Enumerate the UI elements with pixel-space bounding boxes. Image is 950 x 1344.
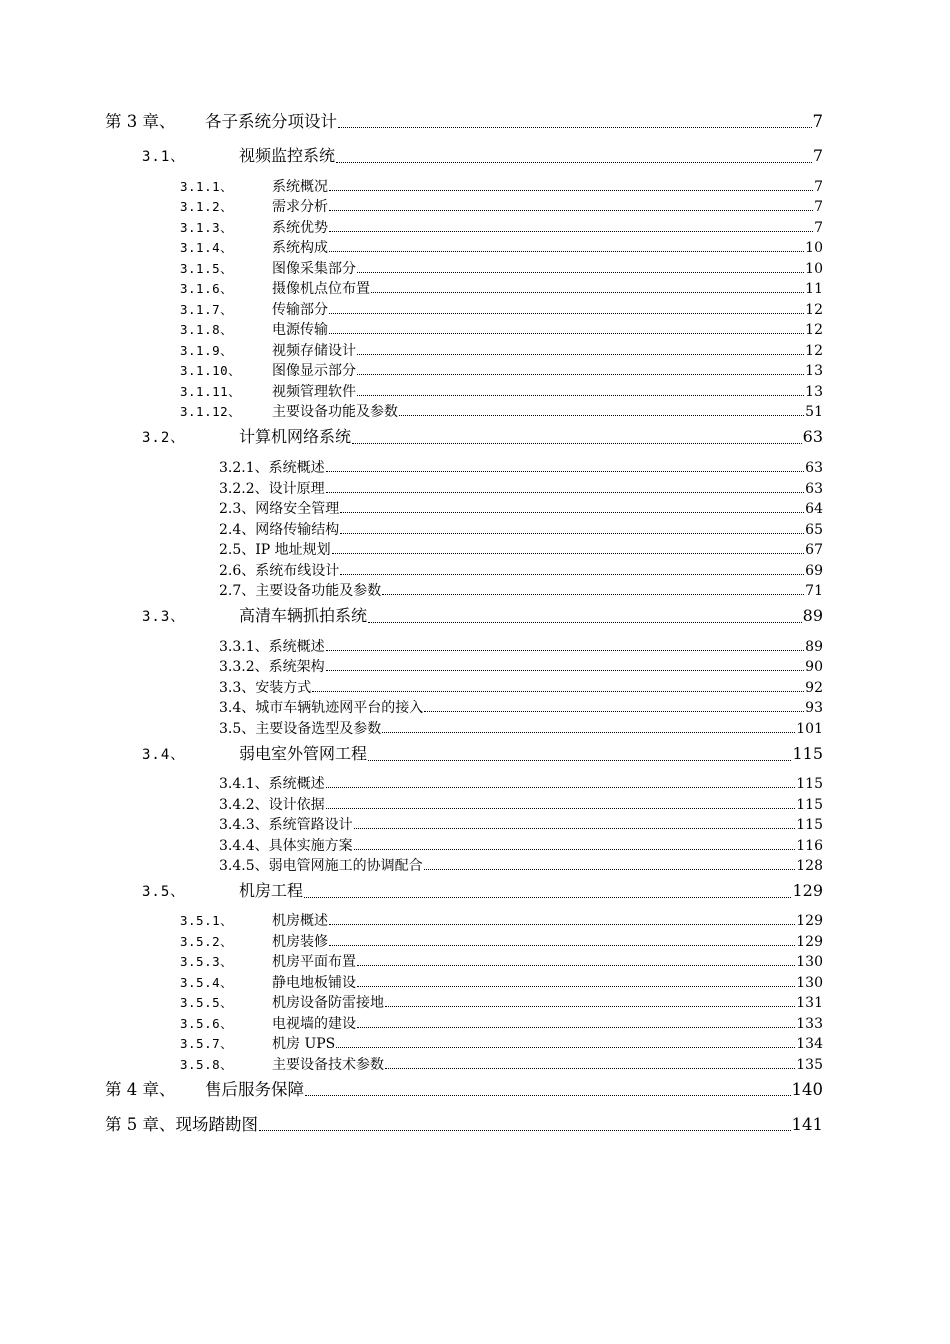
toc-entry-title: 高清车辆抓拍系统	[239, 606, 368, 625]
toc-entry-page-number: 129	[796, 934, 823, 950]
toc-entry[interactable]	[180, 381, 823, 400]
toc-leader-dots	[385, 992, 795, 1011]
toc-entry-title: 电源传输	[272, 322, 328, 338]
toc-leader-dots	[385, 1054, 795, 1073]
toc-entry-number: 3.5.7、	[180, 1036, 234, 1051]
toc-entry-title: 机房 UPS	[272, 1036, 336, 1052]
toc-entry[interactable]	[219, 560, 823, 579]
toc-entry-page-number: 129	[796, 913, 823, 929]
toc-entry-page-number: 131	[796, 995, 823, 1011]
toc-entry-title: 2.3、网络安全管理	[219, 501, 340, 517]
toc-leader-dots	[329, 237, 804, 256]
toc-entry-page-number: 90	[805, 659, 823, 675]
toc-entry-number: 3.5.3、	[180, 954, 234, 969]
toc-entry-page-number: 130	[796, 975, 823, 991]
toc-entry-page-number: 92	[805, 680, 823, 696]
toc-leader-dots	[329, 196, 813, 215]
toc-entry-page-number: 141	[791, 1115, 823, 1134]
toc-entry-number: 3.5.4、	[180, 975, 234, 990]
toc-entry-page-number: 129	[792, 881, 823, 900]
toc-entry-title: 2.5、IP 地址规划	[219, 542, 331, 558]
toc-entry-title: 3.4.4、具体实施方案	[219, 838, 353, 854]
toc-entry-page-number: 133	[796, 1016, 823, 1032]
toc-entry-number: 3.1.5、	[180, 261, 234, 276]
toc-entry-page-number: 64	[805, 501, 823, 517]
toc-leader-dots	[357, 340, 804, 359]
toc-leader-dots	[329, 319, 804, 338]
toc-entry-page-number: 10	[805, 261, 823, 277]
toc-entry-title: 机房设备防雷接地	[272, 995, 384, 1011]
toc-entry-number: 3.1.1、	[180, 179, 234, 194]
toc-entry-number: 3.1.10、	[180, 363, 242, 378]
toc-entry-title: 第 5 章、现场踏勘图	[105, 1115, 258, 1134]
toc-entry-page-number: 12	[805, 302, 823, 318]
toc-entry-number: 3.1.7、	[180, 302, 234, 317]
toc-entry[interactable]	[142, 603, 823, 627]
toc-leader-dots	[352, 424, 802, 448]
toc-entry-number: 3.1.6、	[180, 281, 234, 296]
toc-leader-dots	[305, 1076, 791, 1100]
toc-entry-page-number: 134	[796, 1036, 823, 1052]
toc-entry-title: 电视墙的建设	[272, 1016, 356, 1032]
toc-entry-page-number: 65	[805, 522, 823, 538]
toc-leader-dots	[332, 539, 805, 558]
toc-leader-dots	[329, 299, 804, 318]
toc-entry-number: 3.1.4、	[180, 240, 234, 255]
toc-leader-dots	[259, 1111, 791, 1135]
toc-entry[interactable]	[219, 539, 823, 558]
toc-entry-title: 3.2.1、系统概述	[219, 460, 325, 476]
toc-entry-title: 系统优势	[272, 220, 328, 236]
toc-entry-number: 3.3、	[142, 609, 186, 625]
toc-entry-title: 3.2.2、设计原理	[219, 481, 325, 497]
toc-entry-page-number: 115	[796, 817, 823, 833]
toc-entry-title: 3.3、安装方式	[219, 680, 312, 696]
toc-entry[interactable]	[180, 176, 823, 195]
toc-entry-page-number: 7	[814, 199, 823, 215]
toc-entry-page-number: 101	[796, 721, 823, 737]
toc-leader-dots	[357, 1013, 795, 1032]
toc-leader-dots	[340, 560, 804, 579]
toc-leader-dots	[368, 603, 802, 627]
toc-entry-title: 各子系统分项设计	[205, 112, 337, 131]
toc-entry[interactable]	[219, 498, 823, 517]
toc-entry-page-number: 115	[796, 776, 823, 792]
toc-entry[interactable]	[180, 1013, 823, 1032]
toc-entry[interactable]	[180, 278, 823, 297]
toc-entry[interactable]	[180, 972, 823, 991]
toc-entry-number: 3.1.8、	[180, 322, 234, 337]
toc-entry[interactable]	[142, 741, 823, 765]
toc-entry[interactable]	[180, 217, 823, 236]
toc-leader-dots	[326, 794, 796, 813]
toc-leader-dots	[326, 773, 796, 792]
toc-entry-title: 3.4.1、系统概述	[219, 776, 325, 792]
toc-entry-number: 3.5、	[142, 884, 186, 900]
toc-entry-number: 3.2、	[142, 430, 186, 446]
toc-entry-number: 3.5.8、	[180, 1057, 234, 1072]
toc-leader-dots	[326, 636, 805, 655]
toc-entry-number: 第 3 章、	[105, 112, 176, 131]
toc-entry[interactable]	[180, 992, 823, 1011]
toc-entry-title: 系统概况	[272, 179, 328, 195]
toc-entry-title: 3.4、城市车辆轨迹网平台的接入	[219, 700, 424, 716]
toc-entry-page-number: 10	[805, 240, 823, 256]
toc-entry-title: 3.4.3、系统管路设计	[219, 817, 353, 833]
toc-entry-page-number: 89	[805, 639, 823, 655]
toc-entry-title: 售后服务保障	[205, 1080, 304, 1099]
toc-leader-dots	[354, 814, 796, 833]
toc-entry[interactable]	[219, 457, 823, 476]
toc-entry-number: 3.5.2、	[180, 934, 234, 949]
toc-entry-number: 第 4 章、	[105, 1080, 176, 1099]
toc-entry[interactable]	[219, 855, 823, 874]
toc-leader-dots	[329, 176, 813, 195]
toc-entry-title: 图像显示部分	[272, 363, 356, 379]
toc-entry[interactable]	[219, 697, 823, 716]
toc-entry[interactable]	[142, 878, 823, 902]
toc-entry-page-number: 89	[802, 606, 823, 625]
toc-entry-page-number: 51	[805, 404, 823, 420]
toc-leader-dots	[336, 1033, 795, 1052]
toc-entry-page-number: 12	[805, 322, 823, 338]
toc-entry-page-number: 11	[805, 281, 823, 297]
toc-leader-dots	[357, 972, 795, 991]
toc-entry-page-number: 7	[812, 112, 823, 131]
toc-entry-page-number: 63	[805, 481, 823, 497]
toc-entry[interactable]	[219, 718, 823, 737]
toc-entry-number: 3.1.3、	[180, 220, 234, 235]
toc-entry[interactable]	[105, 1111, 823, 1135]
toc-entry-title: 需求分析	[272, 199, 328, 215]
toc-entry-title: 视频存储设计	[272, 343, 356, 359]
toc-entry[interactable]	[180, 360, 823, 379]
toc-entry[interactable]	[142, 143, 823, 167]
toc-leader-dots	[424, 697, 804, 716]
toc-entry-title: 3.3.2、系统架构	[219, 659, 325, 675]
toc-entry-number: 3.1.12、	[180, 404, 242, 419]
toc-entry-page-number: 7	[814, 179, 823, 195]
toc-entry-number: 3.5.1、	[180, 913, 234, 928]
toc-entry-title: 机房工程	[239, 881, 304, 900]
toc-leader-dots	[424, 855, 796, 874]
toc-entry[interactable]	[180, 951, 823, 970]
toc-entry-number: 3.1.9、	[180, 343, 234, 358]
toc-entry-page-number: 115	[796, 797, 823, 813]
toc-leader-dots	[399, 401, 804, 420]
toc-entry-title: 3.3.1、系统概述	[219, 639, 325, 655]
toc-leader-dots	[357, 360, 804, 379]
toc-entry-title: 计算机网络系统	[239, 427, 352, 446]
toc-leader-dots	[329, 217, 813, 236]
toc-leader-dots	[329, 910, 795, 929]
toc-leader-dots	[340, 519, 804, 538]
toc-leader-dots	[382, 580, 804, 599]
toc-leader-dots	[338, 108, 812, 132]
toc-entry-number: 3.1、	[142, 149, 186, 165]
toc-entry[interactable]	[142, 424, 823, 448]
toc-entry-page-number: 13	[805, 384, 823, 400]
toc-entry-title: 摄像机点位布置	[272, 281, 370, 297]
toc-entry-page-number: 7	[814, 220, 823, 236]
toc-leader-dots	[326, 656, 805, 675]
toc-entry-number: 3.5.6、	[180, 1016, 234, 1031]
toc-entry[interactable]	[219, 656, 823, 675]
toc-entry-title: 主要设备技术参数	[272, 1057, 384, 1073]
toc-entry[interactable]	[180, 299, 823, 318]
toc-entry-title: 2.6、系统布线设计	[219, 563, 340, 579]
toc-entry-title: 机房概述	[272, 913, 328, 929]
toc-entry[interactable]	[180, 401, 823, 420]
toc-entry-page-number: 71	[805, 583, 823, 599]
toc-leader-dots	[382, 718, 795, 737]
toc-entry-page-number: 63	[805, 460, 823, 476]
toc-entry-page-number: 140	[791, 1080, 823, 1099]
toc-entry[interactable]	[219, 794, 823, 813]
toc-entry-title: 3.5、主要设备选型及参数	[219, 721, 382, 737]
toc-entry-title: 传输部分	[272, 302, 328, 318]
toc-entry-title: 视频监控系统	[239, 146, 336, 165]
toc-entry-title: 机房平面布置	[272, 954, 356, 970]
toc-leader-dots	[340, 498, 804, 517]
toc-entry[interactable]	[180, 258, 823, 277]
toc-entry-page-number: 69	[805, 563, 823, 579]
toc-entry-title: 弱电室外管网工程	[239, 744, 368, 763]
toc-entry[interactable]	[219, 478, 823, 497]
toc-entry[interactable]	[180, 931, 823, 950]
toc-entry-title: 图像采集部分	[272, 261, 356, 277]
toc-entry-page-number: 67	[805, 542, 823, 558]
toc-leader-dots	[312, 677, 804, 696]
toc-entry-title: 3.4.2、设计依据	[219, 797, 325, 813]
toc-entry-title: 视频管理软件	[272, 384, 356, 400]
toc-entry-title: 2.7、主要设备功能及参数	[219, 583, 382, 599]
toc-leader-dots	[357, 258, 804, 277]
toc-entry-title: 静电地板铺设	[272, 975, 356, 991]
toc-entry[interactable]	[105, 1076, 823, 1100]
toc-entry-page-number: 13	[805, 363, 823, 379]
toc-entry-page-number: 93	[805, 700, 823, 716]
toc-entry-title: 3.4.5、弱电管网施工的协调配合	[219, 858, 423, 874]
toc-entry-title: 2.4、网络传输结构	[219, 522, 340, 538]
toc-leader-dots	[371, 278, 804, 297]
toc-entry-number: 3.1.11、	[180, 384, 242, 399]
toc-leader-dots	[336, 143, 812, 167]
toc-leader-dots	[368, 741, 791, 765]
toc-entry-number: 3.5.5、	[180, 995, 234, 1010]
toc-entry[interactable]	[105, 108, 823, 132]
toc-entry[interactable]	[180, 910, 823, 929]
toc-leader-dots	[357, 381, 804, 400]
toc-entry-title: 机房装修	[272, 934, 328, 950]
toc-entry[interactable]	[180, 340, 823, 359]
toc-entry[interactable]	[219, 580, 823, 599]
toc-entry[interactable]	[219, 519, 823, 538]
toc-entry-title: 主要设备功能及参数	[272, 404, 398, 420]
toc-entry[interactable]	[180, 1033, 823, 1052]
toc-entry[interactable]	[219, 814, 823, 833]
toc-entry[interactable]	[180, 196, 823, 215]
toc-entry-number: 3.4、	[142, 747, 186, 763]
toc-leader-dots	[357, 951, 795, 970]
toc-entry[interactable]	[219, 636, 823, 655]
toc-entry-page-number: 12	[805, 343, 823, 359]
toc-entry[interactable]	[180, 319, 823, 338]
toc-entry-page-number: 130	[796, 954, 823, 970]
toc-entry-page-number: 115	[792, 744, 823, 763]
toc-entry[interactable]	[219, 835, 823, 854]
toc-entry-page-number: 7	[812, 146, 823, 165]
toc-entry-page-number: 63	[802, 427, 823, 446]
toc-leader-dots	[329, 931, 795, 950]
toc-entry[interactable]	[180, 237, 823, 256]
toc-entry-page-number: 135	[796, 1057, 823, 1073]
toc-leader-dots	[326, 478, 805, 497]
toc-leader-dots	[354, 835, 796, 854]
toc-entry[interactable]	[180, 1054, 823, 1073]
toc-entry-title: 系统构成	[272, 240, 328, 256]
toc-entry-page-number: 116	[796, 838, 823, 854]
toc-leader-dots	[304, 878, 791, 902]
toc-entry[interactable]	[219, 773, 823, 792]
toc-entry-page-number: 128	[796, 858, 823, 874]
toc-entry-number: 3.1.2、	[180, 199, 234, 214]
toc-leader-dots	[326, 457, 805, 476]
toc-entry[interactable]	[219, 677, 823, 696]
